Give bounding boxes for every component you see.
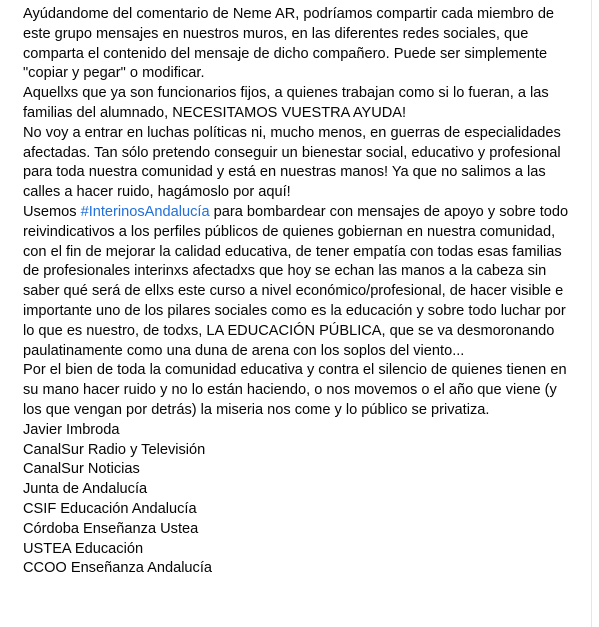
hashtag-link[interactable]: #InterinosAndalucía bbox=[80, 203, 210, 220]
post-paragraph-4 bbox=[23, 203, 588, 361]
tag-ccoo-ensenanza[interactable]: CCOO Enseñanza Andalucía bbox=[23, 560, 213, 577]
tag-junta-de-andalucia[interactable]: Junta de Andalucía bbox=[23, 481, 148, 498]
post-paragraph-5: Por el bien de toda la comunidad educativa y contra el silencio de quienes tienen en su mano hacer ruido y no lo están haciendo, o nos movemos o el año que viene (y los que vengan por detrás) la miseria nos come y lo público se privatiza. bbox=[23, 362, 567, 418]
tag-cordoba-ensenanza-ustea[interactable]: Córdoba Enseñanza Ustea bbox=[23, 520, 199, 537]
tag-csif-educacion[interactable]: CSIF Educación Andalucía bbox=[23, 500, 197, 517]
tag-canalsur-noticias[interactable]: CanalSur Noticias bbox=[23, 461, 140, 478]
tag-javier-imbroda[interactable]: Javier Imbroda bbox=[23, 421, 120, 438]
post-paragraph-3: No voy a entrar en luchas políticas ni, mucho menos, en guerras de especialidades afectadas. Tan sólo pretendo conseguir un bienestar social, educativo y profesional para toda nuestra comunidad y está en nuestras manos! Ya que no salimos a las calles a hacer ruido, hagámoslo por aquí! bbox=[23, 124, 561, 201]
tagged-pages-list bbox=[23, 421, 592, 579]
paragraph-4-lead: Usemos bbox=[23, 203, 81, 220]
tag-canalsur-radio-tv[interactable]: CanalSur Radio y Televisión bbox=[23, 441, 206, 458]
scrollbar-track[interactable] bbox=[591, 0, 599, 627]
post-paragraph-2: Aquellxs que ya son funcionarios fijos, a quienes trabajan como si lo fueran, a las familias del alumnado, NECESITAMOS VUESTRA AYUDA! bbox=[23, 85, 549, 121]
paragraph-4-rest: para bombardear con mensajes de apoyo y sobre todo reivindicativos a los perfiles públicos de quienes gobiernan en nuestra comunidad, con el fin de mejorar la calidad educativa, de tener empatía con todas esas familias de profesionales interinxs afectadxs que hoy se echan las manos a la cabeza sin saber qué será de ellxs este curso a nivel económico/profesional, de hacer visible e importante uno de los pilares sociales como es la educación y sobre todo luchar por lo que es nuestro, de todxs, LA EDUCACIÓN PÚBLICA, que se va desmoronando paulatinamente como una duna de arena con los soplos del viento... bbox=[23, 203, 569, 359]
tag-ustea-educacion[interactable]: USTEA Educación bbox=[23, 540, 144, 557]
post-paragraph-1: Ayúdandome del comentario de Neme AR, podríamos compartir cada miembro de este grupo mensajes en nuestros muros, en las diferentes redes sociales, que comparta el contenido del mensaje de dicho compañero. Puede ser simplemente "copiar y pegar" o modificar. bbox=[23, 6, 555, 82]
